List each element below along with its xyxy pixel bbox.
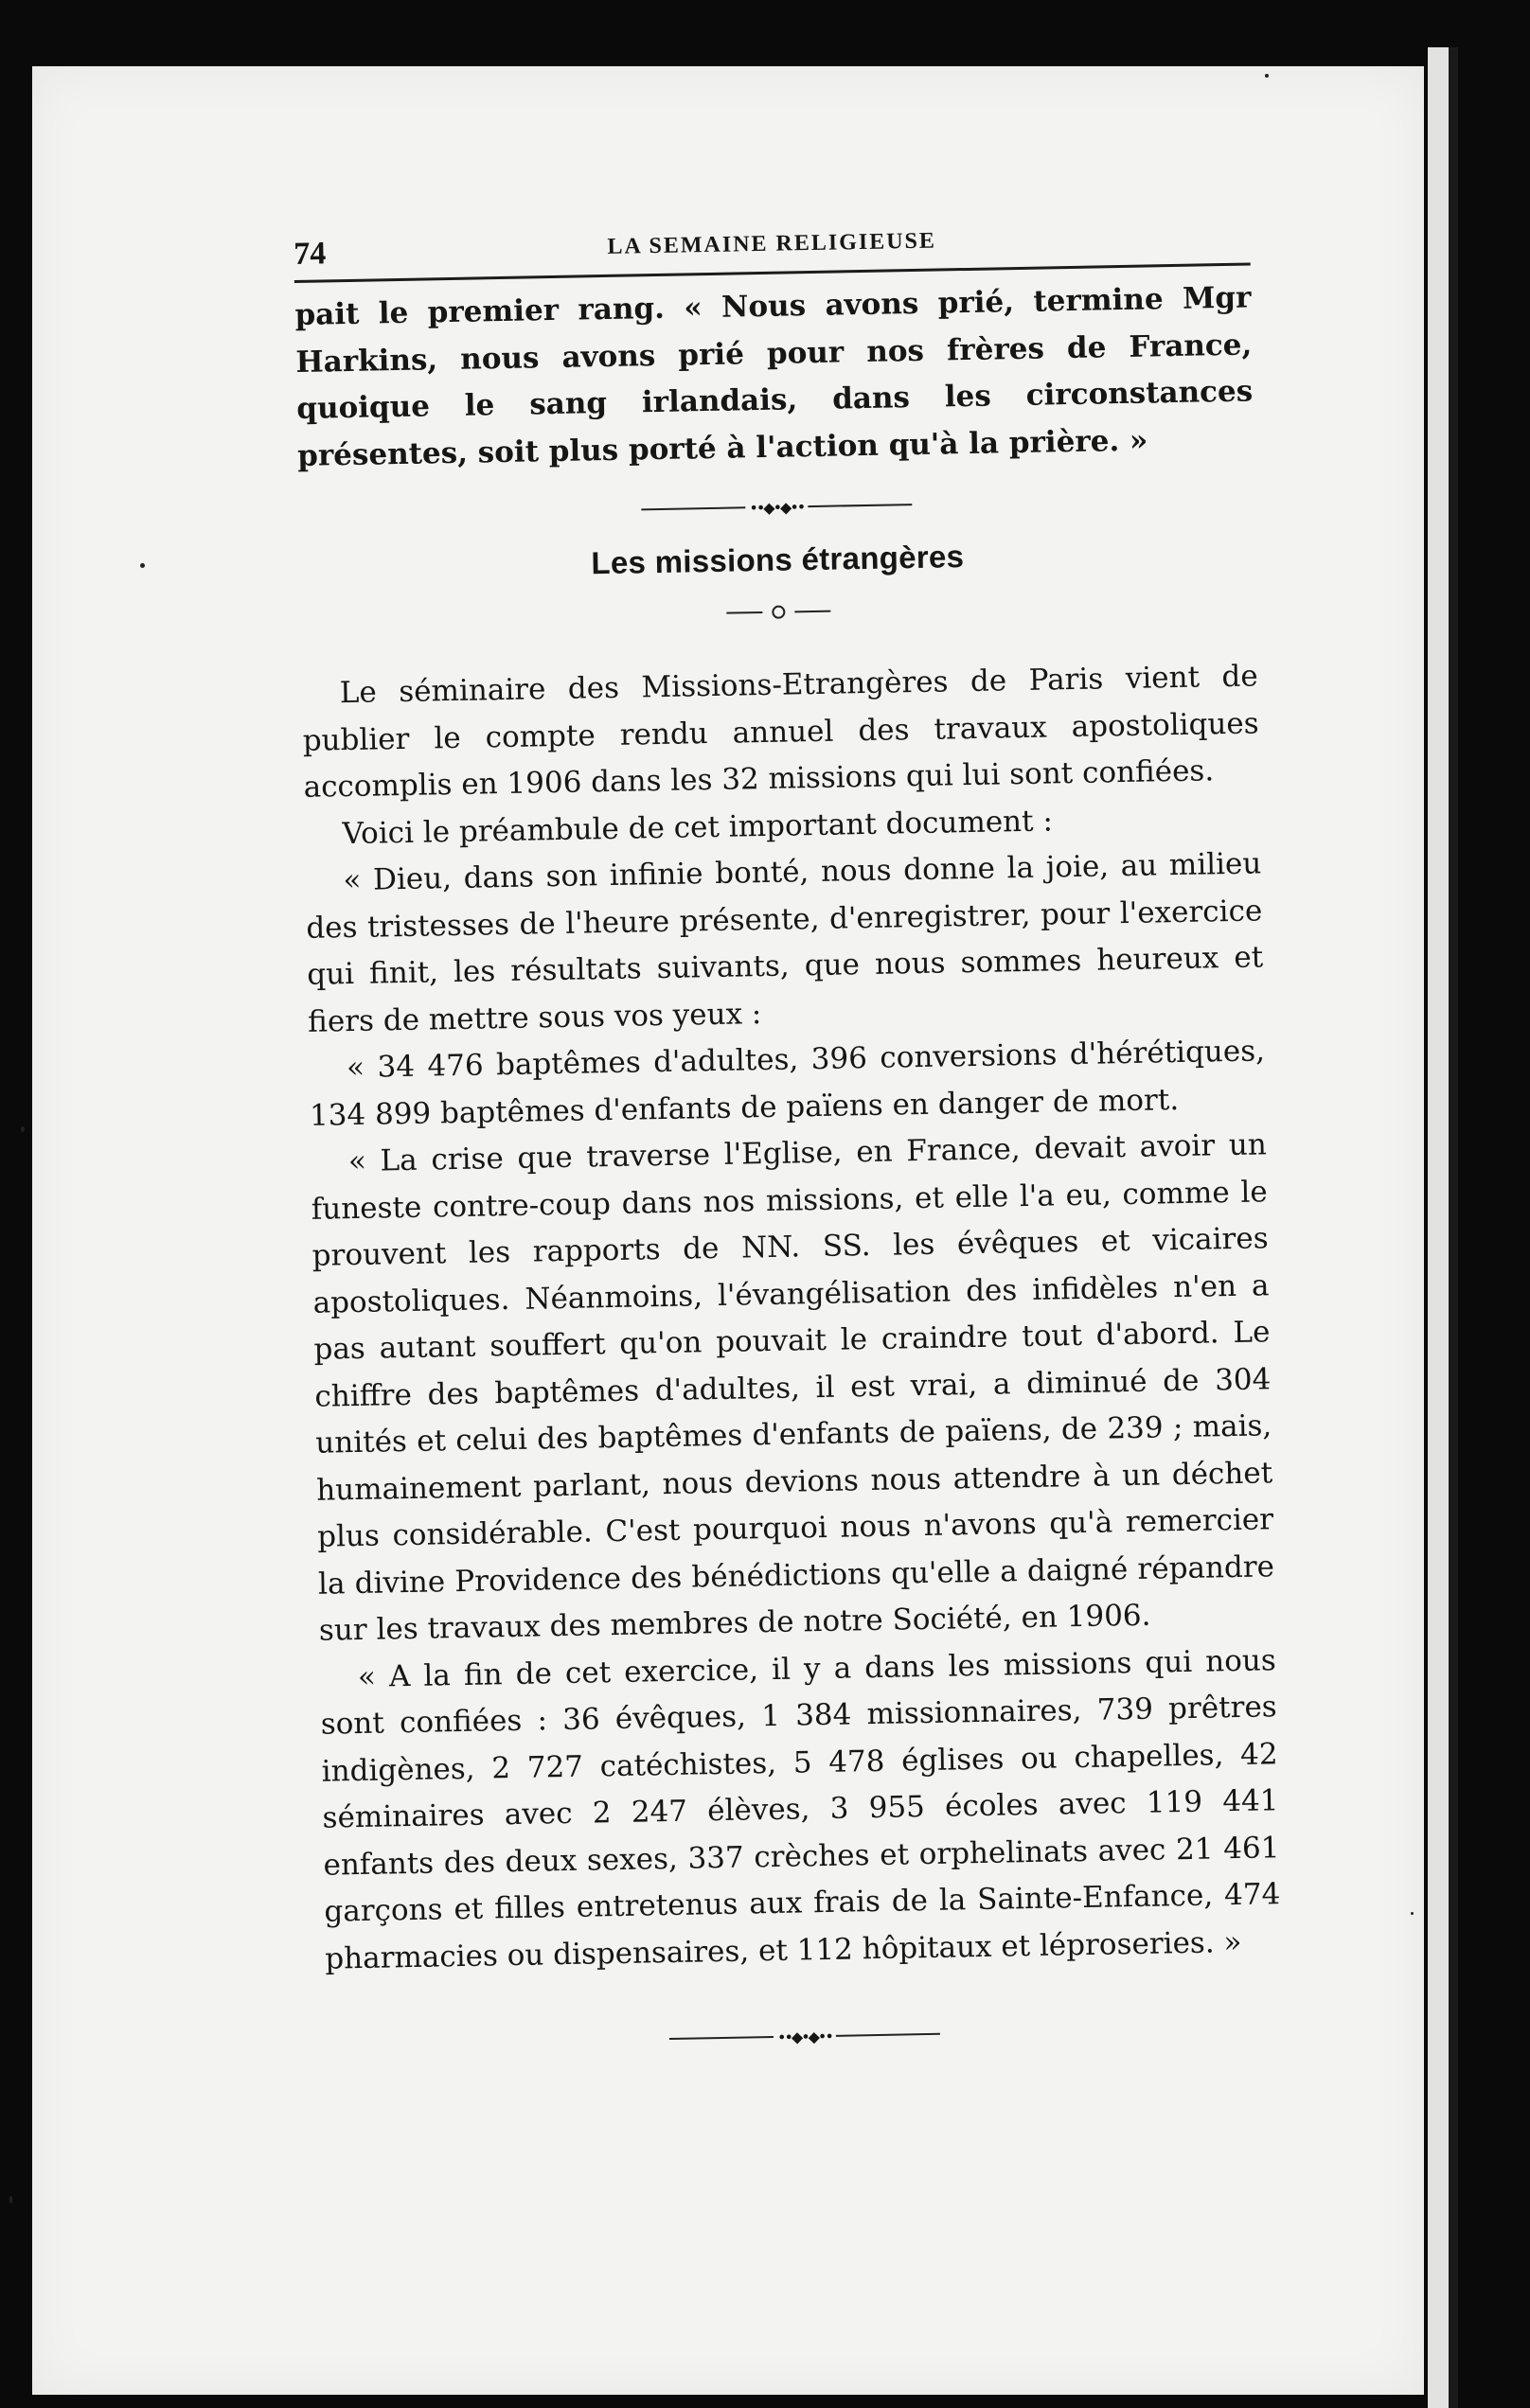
body-paragraph: « 34 476 baptêmes d'adultes, 396 conversions d'hérétiques, 134 899 baptêmes d'enfants de païens en danger de mort. [309, 1034, 1266, 1133]
binding-shadow [1449, 47, 1458, 2408]
ornamental-divider [298, 479, 1255, 535]
divider-line-right [808, 504, 912, 507]
title-ornament [300, 587, 1256, 637]
body-paragraph: Voici le préambule de cet important document : [342, 803, 1054, 851]
facing-page-edge [1428, 47, 1449, 2408]
divider-line-left [669, 2036, 774, 2040]
divider-ornament: ••◆•◆•• [776, 2027, 832, 2046]
speck [21, 1126, 25, 1132]
speck [140, 563, 145, 568]
page-number: 74 [294, 236, 327, 272]
title-ornament-circle [772, 606, 785, 619]
speck [1411, 1912, 1414, 1915]
journal-title: LA SEMAINE RELIGIEUSE [607, 228, 937, 259]
body-paragraph: « A la fin de cet exercice, il y a dans les missions qui nous sont confiées : 36 évêques, 1 384 missionnaires, 739 prêtres indigènes, 2 727 catéchistes, 5 478 églises ou chapelles, 42 séminaires avec 2 247 élèves, 3 955 écoles avec 119 441 enfants des deux sexes, 337 crèches et orphelinats avec 21 461 garçons et filles entretenus aux frais de la Sainte-Enfance, 474 pharmacies ou dispensaires, et 112 hôpitaux et léproseries. » [320, 1642, 1281, 1976]
speck [9, 2196, 12, 2204]
body-paragraph: « La crise que traverse l'Eglise, en France, devait avoir un funeste contre-coup dans nos missions, et elle l'a eu, comme le prouvent les rapports de NN. SS. les évêques et vicaires apostoliques. Néanmoins, l'évangélisation des infidèles n'en a pas autant souffert qu'on pouvait le craindre tout d'abord. Le chiffre des baptêmes d'adultes, il est vrai, a diminué de 304 unités et celui des baptêmes d'enfants de païens, de 239 ; mais, humainement parlant, nous devions nous attendre à un déchet plus considérable. C'est pourquoi nous n'avons qu'à remercier la divine Providence des bénédictions qu'elle a daigné répandre sur les travaux des membres de notre Société, en 1906. [311, 1127, 1275, 1648]
speck [1265, 74, 1269, 78]
divider-ornament: ••◆•◆•• [749, 497, 805, 517]
title-ornament-line-right [794, 611, 830, 613]
divider-line-left [641, 506, 745, 510]
body-paragraph: « Dieu, dans son infinie bonté, nous donne la joie, au milieu des tristesses de l'heure présente, d'enregistrer, pour l'exercice qui finit, les résultats suivants, que nous sommes heureux et fiers de mettre sous vos yeux : [306, 846, 1264, 1039]
continued-paragraph: pait le premier rang. « Nous avons prié, termine Mgr Harkins, nous avons prié pour nos frères de France, quoique le sang irlandais, dans les circonstances présentes, soit plus porté à l'action qu'à la prière. » [294, 280, 1254, 473]
body-paragraph: Le séminaire des Missions-Etrangères de Paris vient de publier le compte rendu annuel des travaux apostoliques accomplis en 1906 dans les 32 missions qui lui sont confiées. [302, 659, 1259, 805]
divider-line-right [836, 2033, 940, 2037]
section-title: Les missions étrangères [591, 539, 965, 581]
page-content [294, 219, 1283, 2063]
title-ornament-line-left [726, 611, 762, 614]
